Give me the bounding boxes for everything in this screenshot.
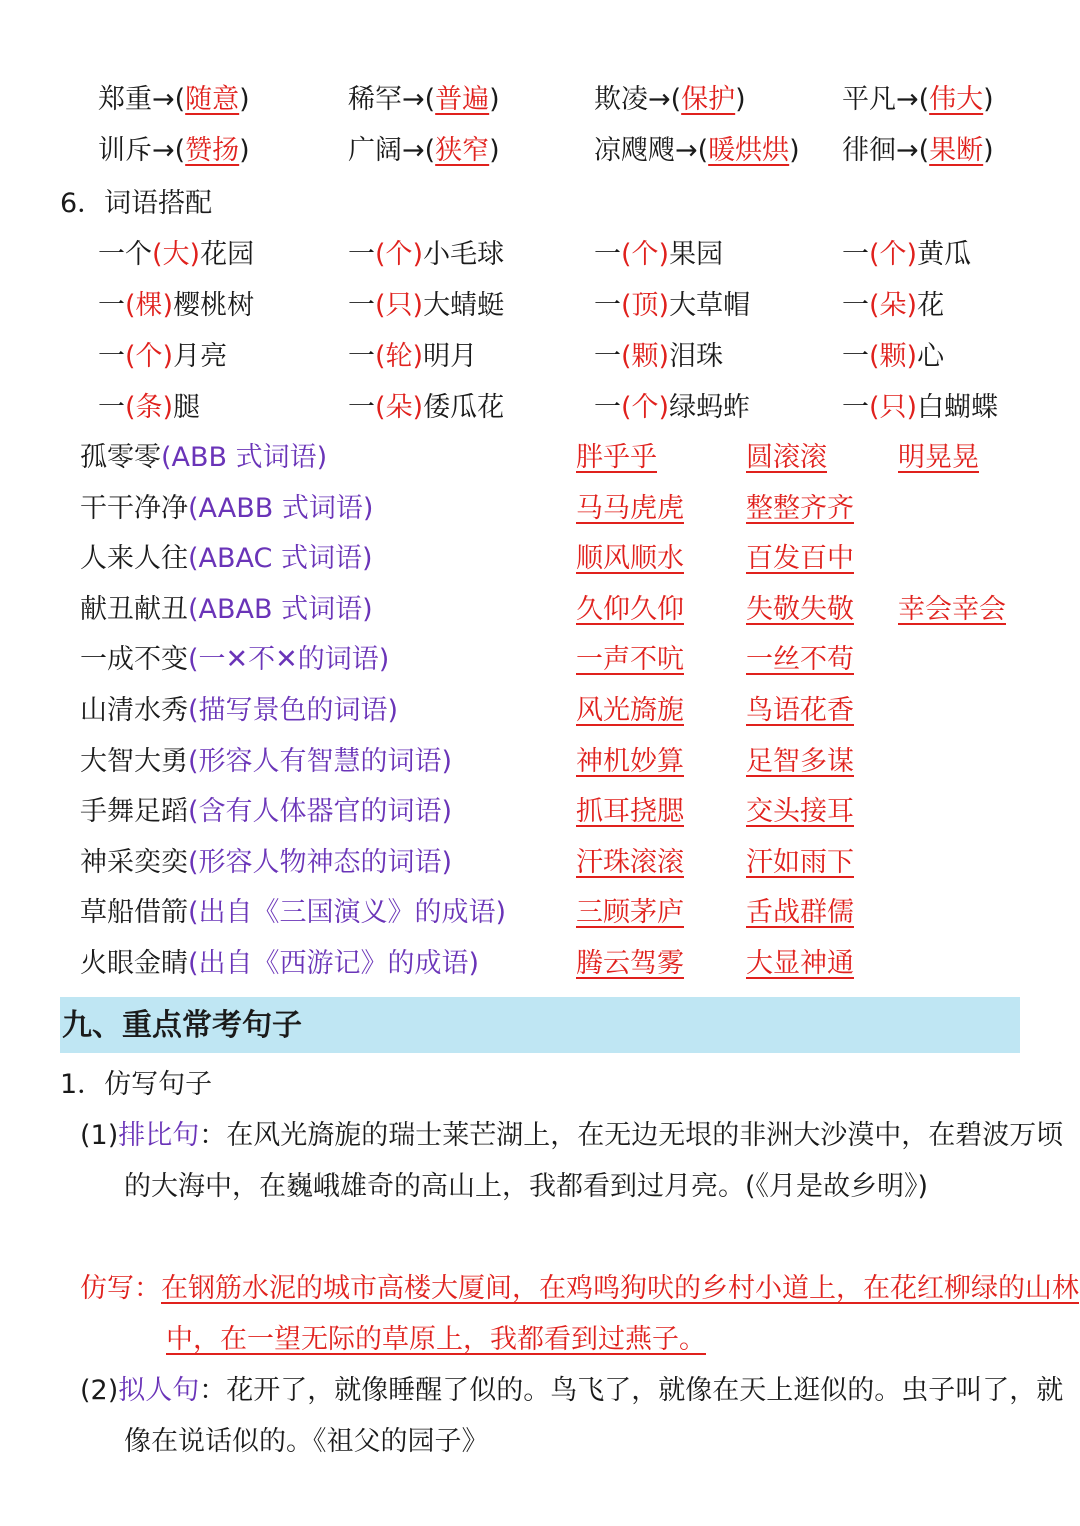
word-type-answer: 顺风顺水	[576, 543, 684, 574]
collocation-fill: 条	[135, 392, 163, 423]
word-type-category: AABB 式词语	[198, 493, 363, 524]
antonym-word: 欺凌	[594, 84, 648, 115]
item-number: (2)	[80, 1375, 119, 1406]
collocation-item: 一(颗)泪珠	[594, 341, 724, 372]
sentence-text: 花开了，就像睡醒了似的。鸟飞了，就像在天上逛似的。虫子叫了，就像在说话似的。《祖父的园子》	[124, 1375, 1064, 1457]
sentence-text: 在风光旖旎的瑞士莱芒湖上，在无边无垠的非洲大沙漠中，在碧波万顷的大海中，在巍峨雄奇的高山上，我都看到过月亮。(《月是故乡明》)	[124, 1120, 1064, 1202]
collocation-fill: 颗	[879, 341, 907, 372]
antonym-word: 广阔	[348, 135, 402, 166]
collocation-fill: 轮	[385, 341, 413, 372]
word-type-example: 神采奕奕	[80, 847, 188, 878]
word-type-answer: 神机妙算	[576, 746, 684, 777]
collocation-item: 一(只)大蜻蜓	[348, 290, 505, 321]
collocation-item: 一(朵)倭瓜花	[348, 392, 505, 423]
antonym-word: 平凡	[842, 84, 896, 115]
word-type-answer: 失敬失敬	[746, 594, 854, 625]
word-type-example: 献丑献丑	[80, 594, 188, 625]
antonym-item: 稀罕→(普遍)	[348, 84, 500, 115]
collocation-item: 一(个)黄瓜	[842, 239, 972, 270]
antonym-item: 训斥→(赞扬)	[98, 135, 250, 166]
antonym-answer: 暖烘烘	[708, 135, 790, 166]
word-type-answer: 腾云驾雾	[576, 948, 684, 979]
antonym-item: 徘徊→(果断)	[842, 135, 994, 166]
word-type-answer: 久仰久仰	[576, 594, 684, 625]
word-type-row: 献丑献丑(ABAB 式词语) 久仰久仰 失敬失敬 幸会幸会	[80, 590, 373, 630]
collocation-fill: 个	[385, 239, 413, 270]
collocation-item: 一(颗)心	[842, 341, 945, 372]
imitation-label: 仿写：	[80, 1273, 161, 1304]
word-type-answer: 舌战群儒	[746, 897, 854, 928]
word-type-example: 草船借箭	[80, 897, 188, 928]
word-type-answer: 鸟语花香	[746, 695, 854, 726]
word-type-row: 大智大勇(形容人有智慧的词语) 神机妙算 足智多谋	[80, 742, 452, 782]
collocation-item: 一(个)月亮	[98, 341, 228, 372]
word-type-category: ABAC 式词语	[198, 543, 362, 574]
collocation-fill: 个	[879, 239, 907, 270]
subsection-title: 1．仿写句子	[60, 1069, 213, 1100]
word-type-example: 一成不变	[80, 644, 188, 675]
antonym-word: 凉飕飕	[594, 135, 675, 166]
antonym-item: 郑重→(随意)	[98, 84, 250, 115]
word-type-row: 山清水秀(描写景色的词语) 风光旖旎 鸟语花香	[80, 691, 398, 731]
word-type-answer: 交头接耳	[746, 796, 854, 827]
collocation-fill: 只	[879, 392, 907, 423]
word-type-answer: 百发百中	[746, 543, 854, 574]
antonym-answer: 赞扬	[185, 135, 240, 166]
word-type-category: 出自《西游记》的成语	[198, 948, 469, 979]
sentence-item-2: (2)拟人句：花开了，就像睡醒了似的。鸟飞了，就像在天上逛似的。虫子叫了，就像在说话似的。《祖父的园子》	[80, 1375, 1064, 1457]
sentence-item-1: (1)排比句：在风光旖旎的瑞士莱芒湖上，在无边无垠的非洲大沙漠中，在碧波万顷的大海中，在巍峨雄奇的高山上，我都看到过月亮。(《月是故乡明》)	[80, 1120, 1064, 1202]
word-type-row: 孤零零(ABB 式词语) 胖乎乎 圆滚滚 明晃晃	[80, 438, 327, 478]
collocation-fill: 个	[631, 392, 659, 423]
collocation-fill: 只	[385, 290, 413, 321]
word-type-answer: 大显神通	[746, 948, 854, 979]
collocation-item: 一(个)绿蚂蚱	[594, 392, 751, 423]
antonym-item: 欺凌→(保护)	[594, 84, 746, 115]
collocation-fill: 大	[162, 239, 190, 270]
word-type-category: 形容人物神态的词语	[198, 847, 442, 878]
antonym-word: 稀罕	[348, 84, 402, 115]
word-type-answer: 马马虎虎	[576, 493, 684, 524]
antonym-answer: 伟大	[929, 84, 984, 115]
word-type-answer: 汗如雨下	[746, 847, 854, 878]
section-6-title: 6．词语搭配	[60, 188, 213, 219]
antonym-item: 凉飕飕→(暖烘烘)	[594, 135, 800, 166]
word-type-example: 大智大勇	[80, 746, 188, 777]
collocation-item: 一(朵)花	[842, 290, 945, 321]
antonym-word: 徘徊	[842, 135, 896, 166]
word-type-category: ABAB 式词语	[198, 594, 363, 625]
word-type-category: 出自《三国演义》的成语	[198, 897, 496, 928]
word-type-category: 一✕不✕的词语	[198, 644, 379, 675]
collocation-fill: 顶	[631, 290, 659, 321]
word-type-category: ABB 式词语	[171, 442, 317, 473]
collocation-item: 一(棵)樱桃树	[98, 290, 255, 321]
antonym-answer: 狭窄	[435, 135, 490, 166]
antonym-answer: 保护	[681, 84, 736, 115]
collocation-item: 一(个)果园	[594, 239, 724, 270]
word-type-category: 描写景色的词语	[198, 695, 388, 726]
word-type-row: 草船借箭(出自《三国演义》的成语) 三顾茅庐 舌战群儒	[80, 893, 506, 933]
word-type-answer: 整整齐齐	[746, 493, 854, 524]
word-type-category: 形容人有智慧的词语	[198, 746, 442, 777]
collocation-item: 一个(大)花园	[98, 239, 255, 270]
word-type-answer: 足智多谋	[746, 746, 854, 777]
antonym-item: 广阔→(狭窄)	[348, 135, 500, 166]
item-number: (1)	[80, 1120, 119, 1151]
imitation-text: 在钢筋水泥的城市高楼大厦间，在鸡鸣狗吠的乡村小道上，在花红柳绿的山林中，在一望无际的草原上，我都看到过燕子。	[161, 1273, 1079, 1355]
word-type-row: 一成不变(一✕不✕的词语) 一声不吭 一丝不苟	[80, 640, 389, 680]
word-type-row: 火眼金睛(出自《西游记》的成语) 腾云驾雾 大显神通	[80, 944, 479, 984]
word-type-answer: 汗珠滚滚	[576, 847, 684, 878]
word-type-row: 手舞足蹈(含有人体器官的词语) 抓耳挠腮 交头接耳	[80, 792, 452, 832]
collocation-fill: 个	[135, 341, 163, 372]
collocation-item: 一(只)白蝴蝶	[842, 392, 999, 423]
collocation-fill: 朵	[879, 290, 907, 321]
collocation-fill: 棵	[135, 290, 163, 321]
word-type-answer: 胖乎乎	[576, 442, 657, 473]
word-type-row: 干干净净(AABB 式词语) 马马虎虎 整整齐齐	[80, 489, 373, 529]
collocation-item: 一(轮)明月	[348, 341, 478, 372]
collocation-fill: 个	[631, 239, 659, 270]
sentence-type-label: 拟人句	[118, 1375, 200, 1406]
antonym-answer: 果断	[929, 135, 984, 166]
word-type-example: 火眼金睛	[80, 948, 188, 979]
word-type-answer: 明晃晃	[898, 442, 979, 473]
word-type-answer: 一声不吭	[576, 644, 684, 675]
imitation-block	[80, 1263, 1080, 1365]
collocation-item: 一(个)小毛球	[348, 239, 505, 270]
collocation-fill: 朵	[385, 392, 413, 423]
sentence-type-label: 排比句	[118, 1120, 200, 1151]
word-type-answer: 一丝不苟	[746, 644, 854, 675]
word-type-example: 孤零零	[80, 442, 161, 473]
collocation-fill: 颗	[631, 341, 659, 372]
section-9-title: 九、重点常考句子	[62, 1008, 302, 1043]
collocation-item: 一(条)腿	[98, 392, 201, 423]
antonym-answer: 普遍	[435, 84, 490, 115]
word-type-category: 含有人体器官的词语	[198, 796, 442, 827]
antonym-answer: 随意	[185, 84, 240, 115]
antonym-word: 训斥	[98, 135, 152, 166]
word-type-example: 干干净净	[80, 493, 188, 524]
antonym-word: 郑重	[98, 84, 152, 115]
word-type-example: 手舞足蹈	[80, 796, 188, 827]
word-type-row: 人来人往(ABAC 式词语) 顺风顺水 百发百中	[80, 539, 373, 579]
antonym-item: 平凡→(伟大)	[842, 84, 994, 115]
word-type-example: 山清水秀	[80, 695, 188, 726]
word-type-row: 神采奕奕(形容人物神态的词语) 汗珠滚滚 汗如雨下	[80, 843, 452, 883]
collocation-item: 一(顶)大草帽	[594, 290, 751, 321]
word-type-answer: 三顾茅庐	[576, 897, 684, 928]
word-type-answer: 风光旖旎	[576, 695, 684, 726]
word-type-answer: 幸会幸会	[898, 594, 1006, 625]
word-type-answer: 抓耳挠腮	[576, 796, 684, 827]
word-type-answer: 圆滚滚	[746, 442, 827, 473]
word-type-example: 人来人往	[80, 543, 188, 574]
